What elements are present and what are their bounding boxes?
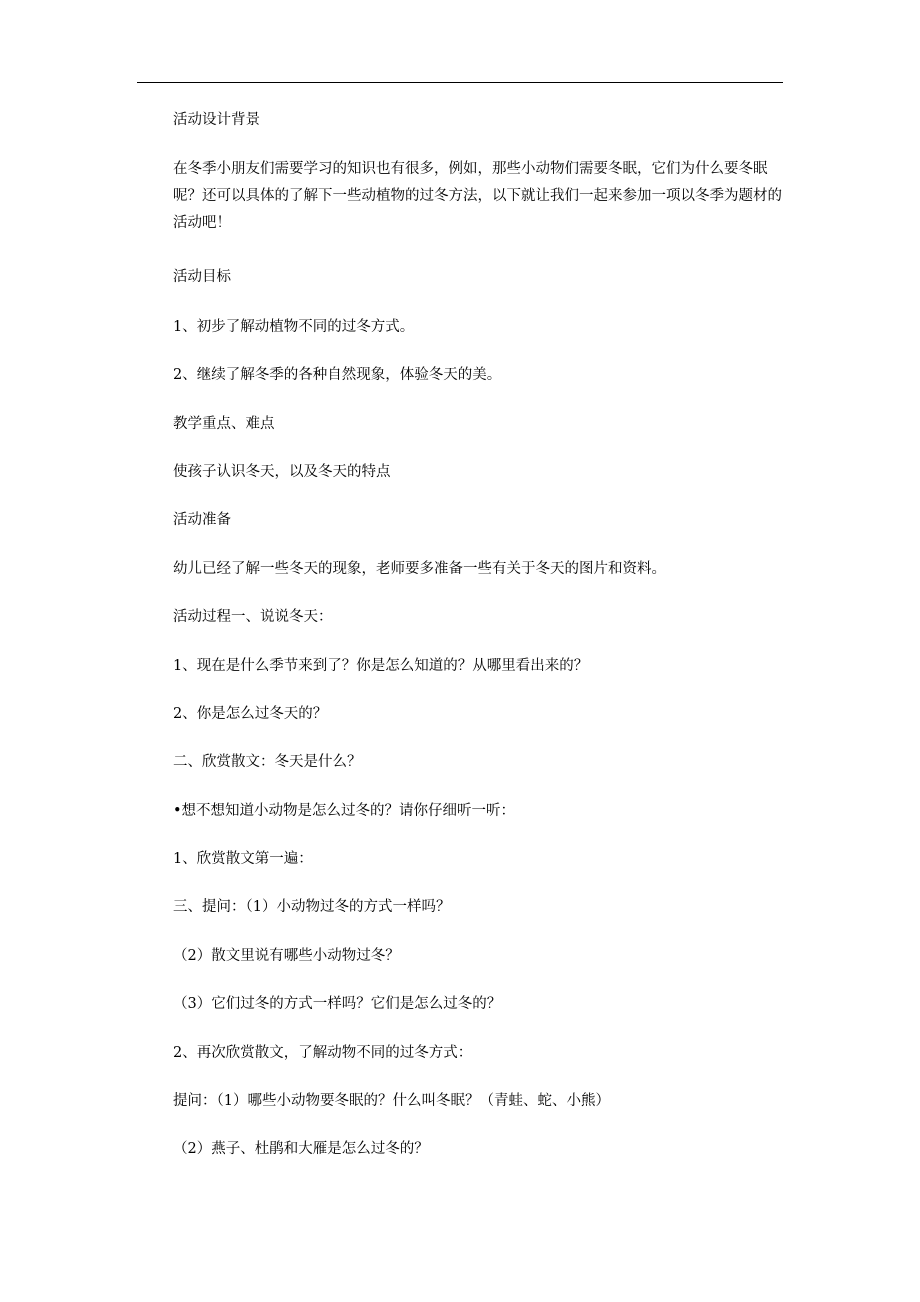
preparation-text: 幼儿已经了解一些冬天的现象，老师要多准备一些有关于冬天的图片和资料。 <box>173 560 666 577</box>
question-item-2: （2）散文里说有哪些小动物过冬？ <box>173 947 400 964</box>
goal-item-2: 2、继续了解冬季的各种自然现象，体验冬天的美。 <box>173 367 502 384</box>
ask-item-2: （2）燕子、杜鹃和大雁是怎么过冬的？ <box>173 1141 429 1158</box>
section-title-preparation: 活动准备 <box>173 512 231 529</box>
document-body <box>173 112 783 1159</box>
question-item-3: （3）它们过冬的方式一样吗？它们是怎么过冬的？ <box>173 996 502 1013</box>
process-question-2: 2、你是怎么过冬天的？ <box>173 705 328 722</box>
section-title-process: 活动过程一、说说冬天： <box>173 609 333 626</box>
appreciate-step-2: 2、再次欣赏散文，了解动物不同的过冬方式： <box>173 1044 473 1061</box>
goal-item-1: 1、初步了解动植物不同的过冬方式。 <box>173 318 415 335</box>
bullet-item: •想不想知道小动物是怎么过冬的？请你仔细听一听： <box>173 802 516 819</box>
ask-item-1: 提问：（1）哪些小动物要冬眠的？什么叫冬眠？（青蛙、蛇、小熊） <box>173 1093 610 1110</box>
key-points-text: 使孩子认识冬天，以及冬天的特点 <box>173 463 391 480</box>
process-question-1: 1、现在是什么季节来到了？你是怎么知道的？从哪里看出来的？ <box>173 657 589 674</box>
background-paragraph: 在冬季小朋友们需要学习的知识也有很多，例如，那些小动物们需要冬眠，它们为什么要冬眠呢？还可以具体的了解下一些动植物的过冬方法，以下就让我们一起来参加一项以冬季为题材的活动吧！ <box>173 161 782 232</box>
header-rule <box>137 82 783 83</box>
appreciate-step-1: 1、欣赏散文第一遍： <box>173 851 313 868</box>
section-title-goals: 活动目标 <box>173 269 231 286</box>
section-title-part3: 三、提问：（1）小动物过冬的方式一样吗？ <box>173 899 451 916</box>
section-title-key-points: 教学重点、难点 <box>173 415 275 432</box>
section-title-part2: 二、欣赏散文：冬天是什么？ <box>173 754 362 771</box>
section-title-background: 活动设计背景 <box>173 112 260 128</box>
